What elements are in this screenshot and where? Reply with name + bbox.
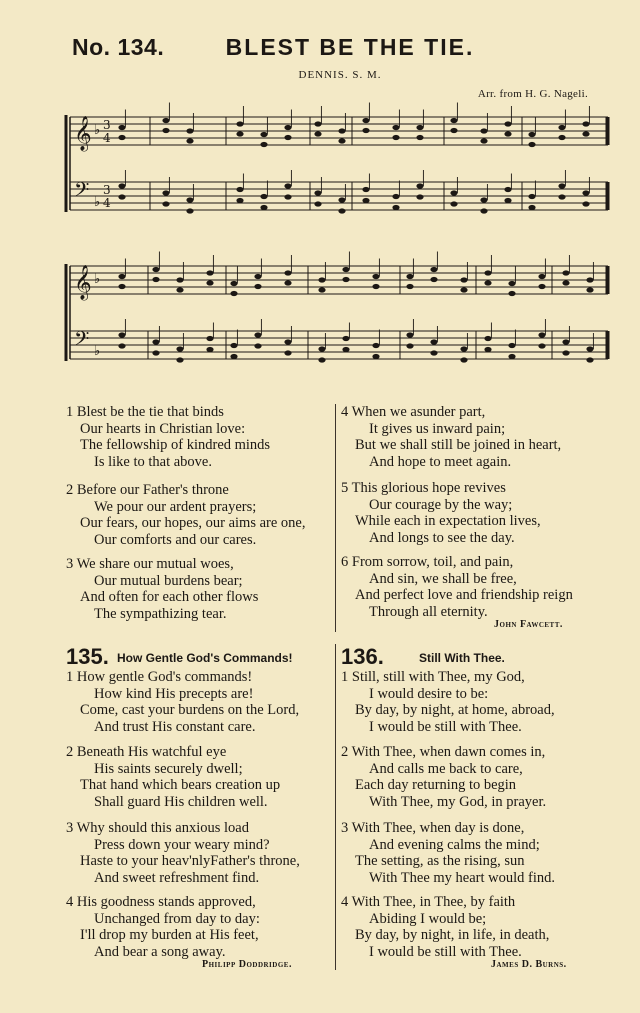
note-head [318, 346, 325, 351]
note-head [528, 194, 535, 199]
note-head [162, 128, 169, 133]
note-head [406, 284, 413, 289]
note-head [338, 208, 345, 213]
note-head [392, 194, 399, 199]
note-head [236, 187, 243, 192]
note-head [406, 274, 413, 279]
note-head [562, 280, 569, 285]
stanza-136-4: 4 With Thee, in Thee, by faith Abiding I would be; By day, by night, in life, in death, I would be still with Thee. [341, 894, 550, 960]
note-head [392, 205, 399, 210]
note-head [284, 194, 291, 199]
note-head [586, 277, 593, 282]
key-flat: ♭ [94, 123, 101, 138]
note-head [484, 270, 491, 275]
note-head [430, 339, 437, 344]
note-head [230, 343, 237, 348]
stanza-134-2: 2 Before our Father's throne We pour our ardent prayers; Our fears, our hopes, our aims are one, Our comforts and our cares. [66, 482, 306, 548]
note-head [562, 339, 569, 344]
note-head [176, 346, 183, 351]
note-head [338, 128, 345, 133]
note-head [284, 339, 291, 344]
note-head [314, 190, 321, 195]
note-head [392, 135, 399, 140]
note-head [460, 287, 467, 292]
note-head [430, 277, 437, 282]
note-head [176, 357, 183, 362]
note-head [528, 142, 535, 147]
stanza-134-1: 1 Blest be the tie that binds Our hearts in Christian love: The fellowship of kindred minds Is like to that above. [66, 404, 271, 470]
stanza-136-2: 2 With Thee, when dawn comes in, And calls me back to care, Each day returning to begin With Thee, my God, in prayer. [341, 744, 547, 810]
note-head [118, 135, 125, 140]
hymn-number: No. 134. [72, 34, 165, 60]
column-divider [335, 404, 336, 632]
hymn-title-136: Still With Thee. [419, 651, 505, 665]
note-head [284, 135, 291, 140]
key-flat: ♭ [94, 272, 101, 287]
author-credit-135: Philipp Doddridge. [202, 959, 292, 970]
note-head [342, 277, 349, 282]
note-head [206, 336, 213, 341]
note-head [186, 138, 193, 143]
stanza-134-4: 4 When we asunder part, It gives us inward pain; But we shall still be joined in heart, And hope to meet again. [341, 404, 562, 470]
note-head [538, 274, 545, 279]
note-head [504, 198, 511, 203]
hymn-number-136: 136. [341, 644, 384, 669]
note-head [372, 274, 379, 279]
note-head [152, 277, 159, 282]
note-head [162, 118, 169, 123]
author-credit-134: John Fawcett. [494, 619, 563, 630]
note-head [362, 128, 369, 133]
time-sig: 4 [103, 196, 111, 210]
time-sig: 3 [103, 183, 111, 197]
note-head [406, 332, 413, 337]
hymn-title-135: How Gentle God's Commands! [117, 651, 293, 665]
note-head [460, 346, 467, 351]
note-head [392, 125, 399, 130]
note-head [318, 287, 325, 292]
note-head [558, 183, 565, 188]
note-head [582, 121, 589, 126]
note-head [508, 343, 515, 348]
author-credit-136: James D. Burns. [491, 959, 567, 970]
column-divider-lower [335, 644, 336, 970]
note-head [504, 187, 511, 192]
stanza-135-1: 1 How gentle God's commands! How kind His precepts are! Come, cast your burdens on the Lord, And trust His constant care. [66, 669, 300, 735]
note-head [284, 270, 291, 275]
note-head [254, 343, 261, 348]
note-head [562, 350, 569, 355]
note-head [118, 183, 125, 188]
note-head [484, 336, 491, 341]
note-head [416, 135, 423, 140]
note-head [430, 267, 437, 272]
stanza-134-3: 3 We share our mutual woes, Our mutual burdens bear; And often for each other flows The sympathizing tear. [66, 556, 259, 622]
note-head [508, 281, 515, 286]
note-head [450, 128, 457, 133]
note-head [206, 280, 213, 285]
note-head [484, 280, 491, 285]
note-head [236, 131, 243, 136]
stanza-135-2: 2 Beneath His watchful eye His saints securely dwell; That hand which bears creation up Shall guard His children well. [66, 744, 281, 810]
note-head [508, 354, 515, 359]
hymn-number-135: 135. [66, 644, 109, 669]
bass-clef: 𝄢 [74, 327, 90, 355]
note-head [236, 121, 243, 126]
note-head [582, 131, 589, 136]
note-head [586, 346, 593, 351]
note-head [582, 201, 589, 206]
note-head [176, 277, 183, 282]
note-head [318, 357, 325, 362]
note-head [406, 343, 413, 348]
note-head [206, 347, 213, 352]
note-head [538, 284, 545, 289]
note-head [362, 198, 369, 203]
note-head [450, 201, 457, 206]
stanza-134-6: 6 From sorrow, toil, and pain, And sin, we shall be free, And perfect love and friendship reign Through all eternity. [341, 554, 573, 620]
note-head [342, 336, 349, 341]
note-head [538, 332, 545, 337]
note-head [254, 274, 261, 279]
note-head [504, 131, 511, 136]
note-head [260, 132, 267, 137]
note-head [284, 125, 291, 130]
key-flat: ♭ [94, 344, 101, 359]
note-head [562, 270, 569, 275]
note-head [416, 183, 423, 188]
note-head [314, 131, 321, 136]
note-head [450, 118, 457, 123]
hymn-title: BLEST BE THE TIE. [225, 34, 475, 60]
note-head [284, 350, 291, 355]
note-head [480, 208, 487, 213]
note-head [504, 121, 511, 126]
note-head [152, 339, 159, 344]
time-sig: 3 [103, 118, 111, 132]
note-head [118, 125, 125, 130]
treble-clef: 𝄞 [74, 265, 92, 300]
note-head [230, 281, 237, 286]
key-flat: ♭ [94, 195, 101, 210]
music-score [0, 100, 640, 390]
note-head [558, 135, 565, 140]
note-head [342, 347, 349, 352]
note-head [254, 284, 261, 289]
note-head [528, 205, 535, 210]
note-head [362, 118, 369, 123]
note-head [162, 201, 169, 206]
note-head [118, 332, 125, 337]
note-head [484, 347, 491, 352]
note-head [186, 208, 193, 213]
note-head [206, 270, 213, 275]
note-head [558, 125, 565, 130]
note-head [362, 187, 369, 192]
note-head [372, 343, 379, 348]
stanza-134-5: 5 This glorious hope revives Our courage by the way; While each in expectation lives, And longs to see the day. [341, 480, 541, 546]
stanza-135-4: 4 His goodness stands approved, Unchanged from day to day: I'll drop my burden at His feet, And bear a song away. [66, 894, 260, 960]
note-head [186, 197, 193, 202]
arranger-credit: Arr. from H. G. Nageli. [477, 88, 588, 100]
note-head [586, 287, 593, 292]
time-sig: 4 [103, 131, 111, 145]
tune-name: DENNIS. S. M. [298, 69, 382, 81]
note-head [508, 291, 515, 296]
note-head [558, 194, 565, 199]
note-head [230, 354, 237, 359]
note-head [582, 190, 589, 195]
note-head [284, 280, 291, 285]
note-head [118, 274, 125, 279]
note-head [118, 343, 125, 348]
note-head [260, 142, 267, 147]
note-head [338, 197, 345, 202]
note-head [480, 128, 487, 133]
note-head [118, 194, 125, 199]
note-head [284, 183, 291, 188]
note-head [314, 201, 321, 206]
note-head [586, 357, 593, 362]
bass-clef: 𝄢 [74, 178, 90, 206]
note-head [230, 291, 237, 296]
note-head [460, 357, 467, 362]
note-head [480, 197, 487, 202]
note-head [118, 284, 125, 289]
note-head [236, 198, 243, 203]
note-head [450, 190, 457, 195]
stanza-136-1: 1 Still, still with Thee, my God, I would desire to be: By day, by night, at home, abroad, I would be still with Thee. [341, 669, 555, 735]
note-head [372, 284, 379, 289]
note-head [416, 125, 423, 130]
note-head [372, 354, 379, 359]
note-head [318, 277, 325, 282]
stanza-136-3: 3 With Thee, when day is done, And evening calms the mind; The setting, as the rising, sun With Thee my heart would find. [341, 820, 555, 886]
note-head [430, 350, 437, 355]
treble-clef: 𝄞 [74, 116, 92, 151]
note-head [338, 138, 345, 143]
note-head [260, 194, 267, 199]
note-head [254, 332, 261, 337]
note-head [460, 277, 467, 282]
note-head [538, 343, 545, 348]
note-head [260, 205, 267, 210]
note-head [480, 138, 487, 143]
note-head [152, 350, 159, 355]
note-head [176, 287, 183, 292]
note-head [342, 267, 349, 272]
note-head [314, 121, 321, 126]
note-head [416, 194, 423, 199]
note-head [528, 132, 535, 137]
note-head [186, 128, 193, 133]
note-head [162, 190, 169, 195]
stanza-135-3: 3 Why should this anxious load Press down your weary mind? Haste to your heav'nlyFather's throne, And sweet refreshment find. [66, 820, 300, 886]
note-head [152, 267, 159, 272]
